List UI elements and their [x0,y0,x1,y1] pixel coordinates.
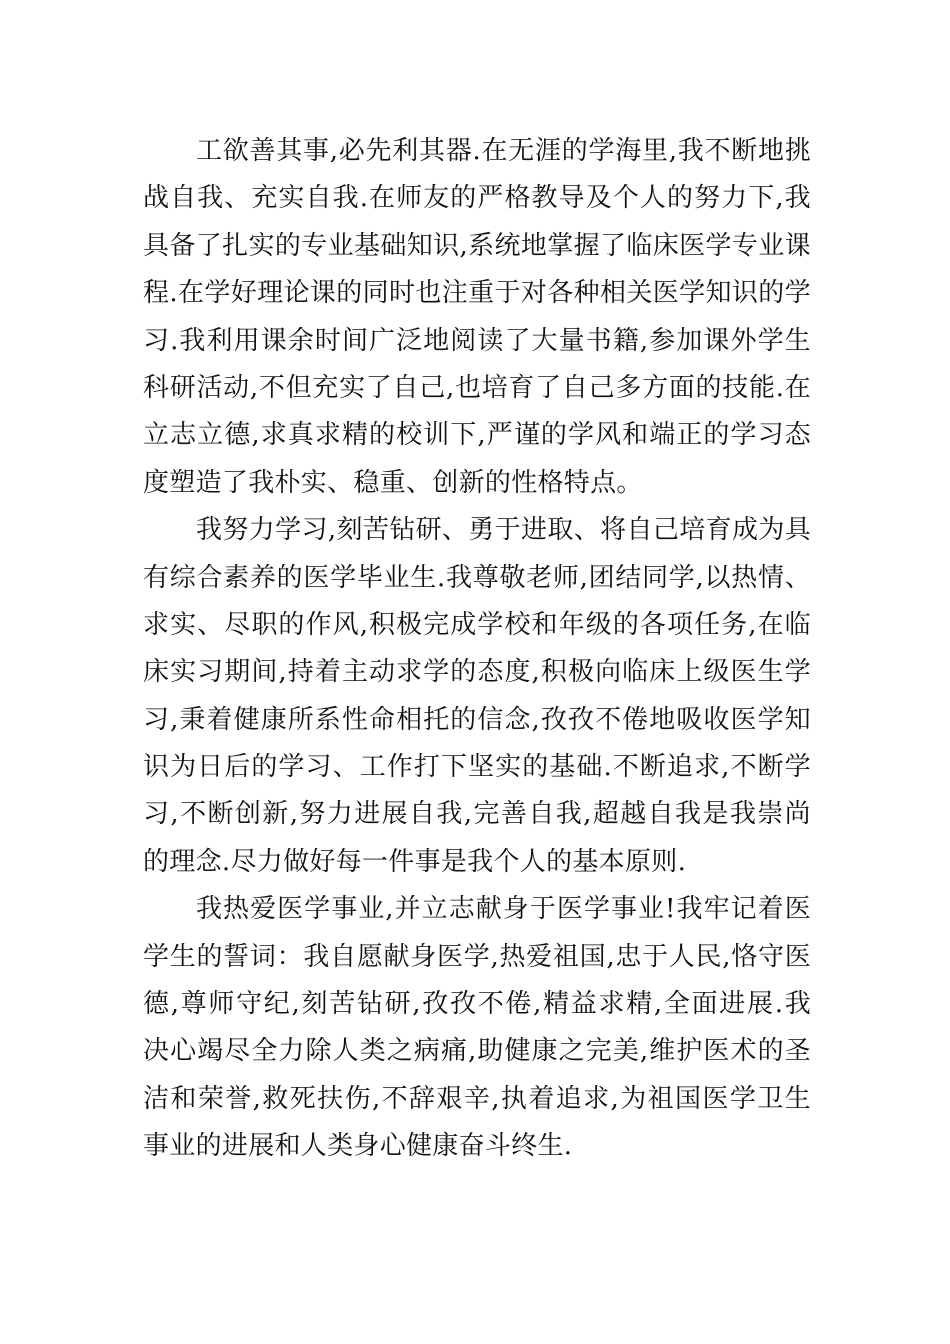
text-line: 度塑造了我朴实、稳重、创新的性格特点。 [143,467,643,498]
text-line: 事业的进展和人类身心健康奋斗终生. [143,1131,573,1162]
text-line: 求实、尽职的作风,积极完成学校和年级的各项任务,在临 [143,609,811,640]
text-line: 习.我利用课余时间广泛地阅读了大量书籍,参加课外学生 [143,325,811,356]
text-line: 具备了扎实的专业基础知识,系统地掌握了临床医学专业课 [143,230,811,261]
text-line: 有综合素养的医学毕业生.我尊敬老师,团结同学,以热情、 [143,562,811,593]
text-line: 程.在学好理论课的同时也注重于对各种相关医学知识的学 [143,278,811,309]
text-line: 洁和荣誉,救死扶伤,不辞艰辛,执着追求,为祖国医学卫生 [143,1083,811,1114]
text-line: 习,秉着健康所系性命相托的信念,孜孜不倦地吸收医学知 [143,704,811,735]
paragraph-2 [143,507,811,886]
paragraph-3 [143,886,811,1170]
text-line: 我热爱医学事业,并立志献身于医学事业!我牢记着医 [196,894,811,925]
body-text [143,128,811,1171]
text-line: 习,不断创新,努力进展自我,完善自我,超越自我是我崇尚 [143,799,811,830]
text-line: 工欲善其事,必先利其器.在无涯的学海里,我不断地挑 [196,136,811,166]
text-line: 立志立德,求真求精的校训下,严谨的学风和端正的学习态 [143,420,811,451]
text-line: 的理念.尽力做好每一件事是我个人的基本原则. [143,846,687,877]
text-line: 战自我、充实自我.在师友的严格教导及个人的努力下,我 [143,183,811,214]
text-line: 床实习期间,持着主动求学的态度,积极向临床上级医生学 [143,657,811,688]
text-line: 我努力学习,刻苦钻研、勇于进取、将自己培育成为具 [196,515,811,546]
text-line: 科研活动,不但充实了自己,也培育了自己多方面的技能.在 [143,372,811,403]
text-line: 决心竭尽全力除人类之病痛,助健康之完美,维护医术的圣 [143,1036,811,1067]
text-line: 学生的誓词：我自愿献身医学,热爱祖国,忠于人民,恪守医 [143,941,811,972]
text-line: 识为日后的学习、工作打下坚实的基础.不断追求,不断学 [143,752,811,783]
text-line: 德,尊师守纪,刻苦钻研,孜孜不倦,精益求精,全面进展.我 [143,989,811,1020]
paragraph-1 [143,128,811,507]
